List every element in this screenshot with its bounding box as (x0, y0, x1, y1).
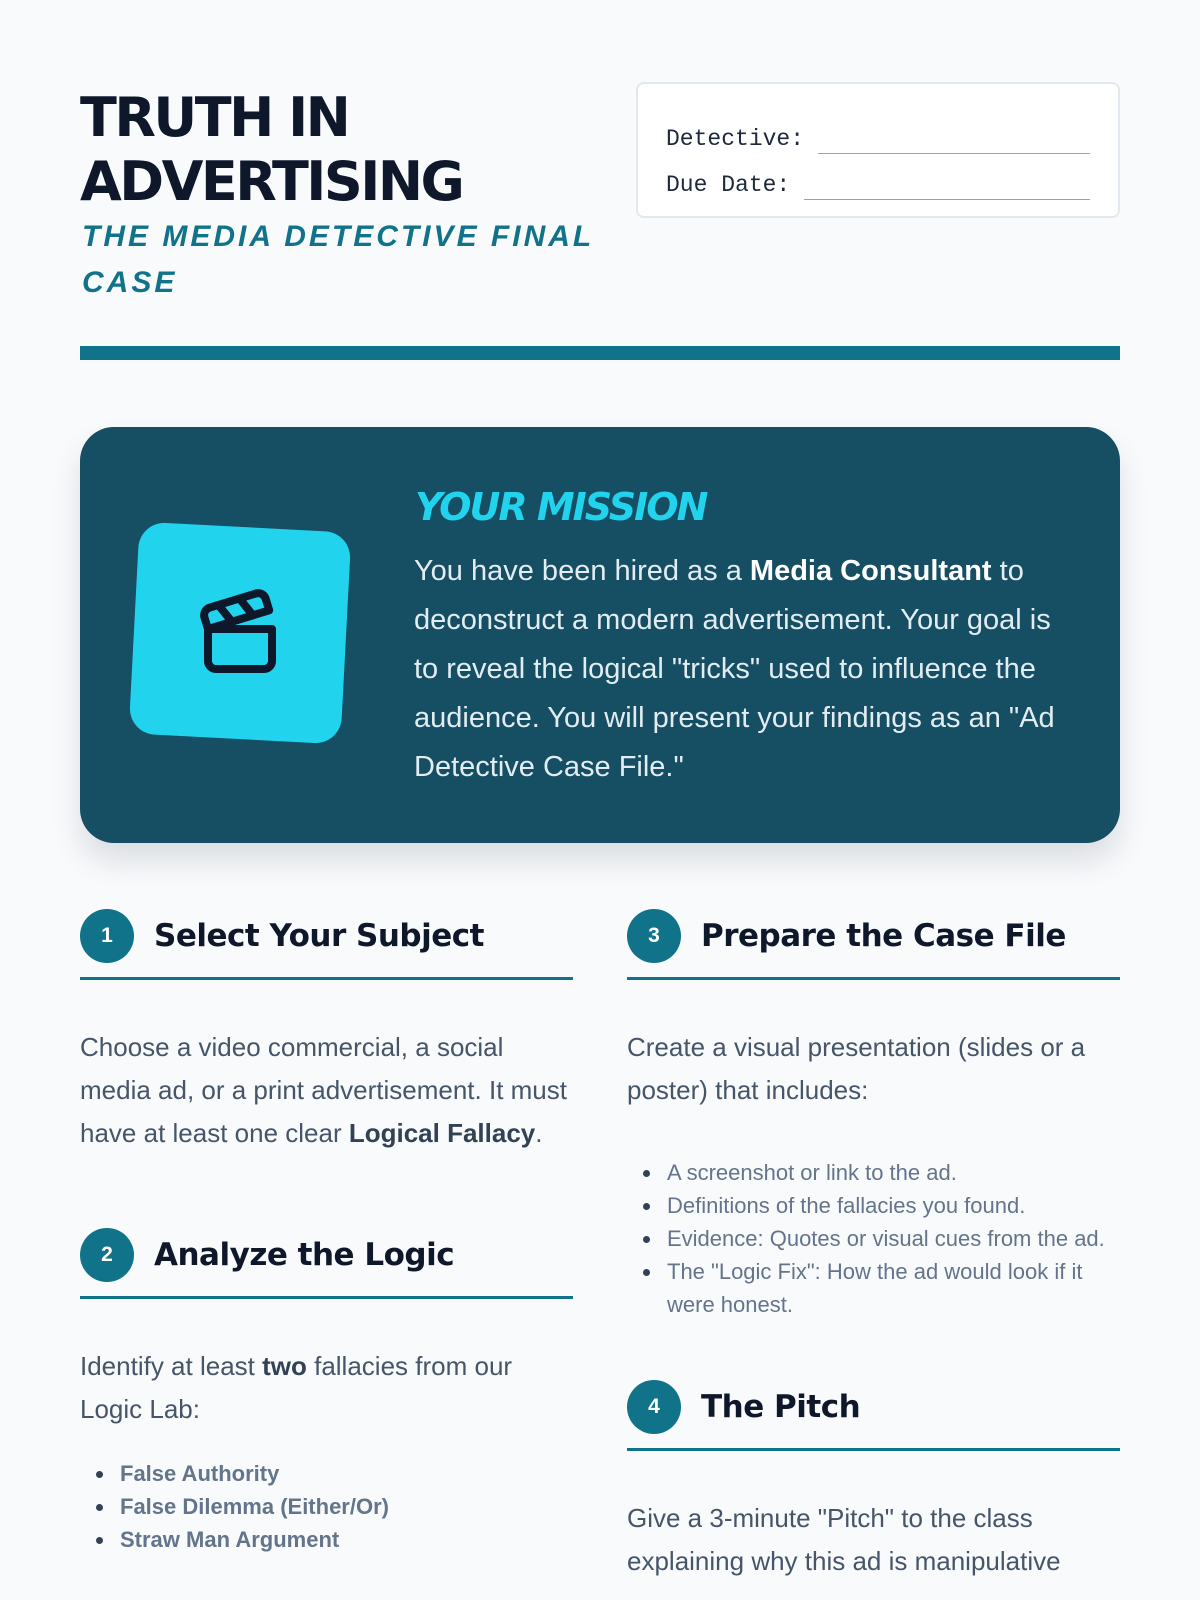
step-number-badge: 2 (80, 1228, 134, 1282)
step-number-badge: 1 (80, 909, 134, 963)
step-header (80, 1227, 573, 1299)
step-2 (80, 1227, 573, 1556)
detective-label: Detective: (666, 126, 805, 152)
step-title: Analyze the Logic (154, 1236, 455, 1273)
due-date-row (666, 156, 1090, 202)
page-title (80, 86, 580, 214)
title-line-1: TRUTH IN (80, 86, 349, 149)
detective-field[interactable] (818, 124, 1090, 154)
right-column (627, 908, 1120, 1583)
header-divider (80, 346, 1120, 360)
detective-row (666, 110, 1090, 156)
list-item: False Dilemma (Either/Or) (80, 1490, 573, 1523)
step-body (80, 1026, 573, 1155)
step-body-bold: two (262, 1351, 307, 1381)
step-number-badge: 3 (627, 909, 681, 963)
left-column (80, 908, 573, 1556)
mission-text-part: You have been hired as a (414, 555, 750, 587)
step-header (627, 1379, 1120, 1451)
step-1 (80, 908, 573, 1155)
step-body-part: fallacies from our Logic Lab: (80, 1351, 513, 1424)
step-header (80, 908, 573, 980)
step-title: The Pitch (701, 1388, 861, 1425)
step-3 (627, 908, 1120, 1321)
due-date-field[interactable] (804, 170, 1090, 200)
student-info-box (636, 82, 1120, 218)
page-subtitle: THE MEDIA DETECTIVE FINAL CASE (82, 220, 594, 299)
step-body: Create a visual presentation (slides or a poster) that includes: (627, 1032, 1086, 1105)
step-body-bold: Logical Fallacy (348, 1118, 536, 1148)
step-header (627, 908, 1120, 980)
clapperboard-icon (192, 585, 288, 681)
step-body: Give a 3-minute "Pitch" to the class explaining why this ad is manipulative (627, 1503, 1061, 1576)
mission-role: Media Consultant (749, 555, 992, 587)
title-line-2: ADVERTISING (80, 150, 463, 213)
due-date-label: Due Date: (666, 172, 791, 198)
case-file-checklist (627, 1156, 1120, 1321)
step-body-part: . (535, 1118, 543, 1148)
step-number-badge: 4 (627, 1380, 681, 1434)
list-item: Straw Man Argument (80, 1523, 573, 1556)
step-title: Prepare the Case File (701, 917, 1066, 954)
list-item: Definitions of the fallacies you found. (627, 1189, 1120, 1222)
mission-card (80, 427, 1120, 843)
step-4 (627, 1379, 1120, 1583)
step-title: Select Your Subject (154, 917, 484, 954)
step-body (80, 1345, 573, 1431)
mission-text-part: to deconstruct a modern advertisement. Your goal is to reveal the logical "tricks" used to influence the audience. You will present your findings as an "Ad Detective Case File." (414, 555, 1055, 783)
fallacy-list (80, 1457, 573, 1556)
list-item: The "Logic Fix": How the ad would look if it were honest. (627, 1255, 1120, 1321)
list-item: False Authority (80, 1457, 573, 1490)
mission-text (414, 547, 1074, 792)
list-item: Evidence: Quotes or visual cues from the ad. (627, 1222, 1120, 1255)
mission-heading: YOUR MISSION (415, 485, 707, 529)
mission-icon-tile (129, 522, 352, 745)
step-body-part: Identify at least (80, 1351, 263, 1381)
step-body-part: Choose a video commercial, a social media ad, or a print advertisement. It must have at least one clear (80, 1032, 567, 1148)
list-item: A screenshot or link to the ad. (627, 1156, 1120, 1189)
